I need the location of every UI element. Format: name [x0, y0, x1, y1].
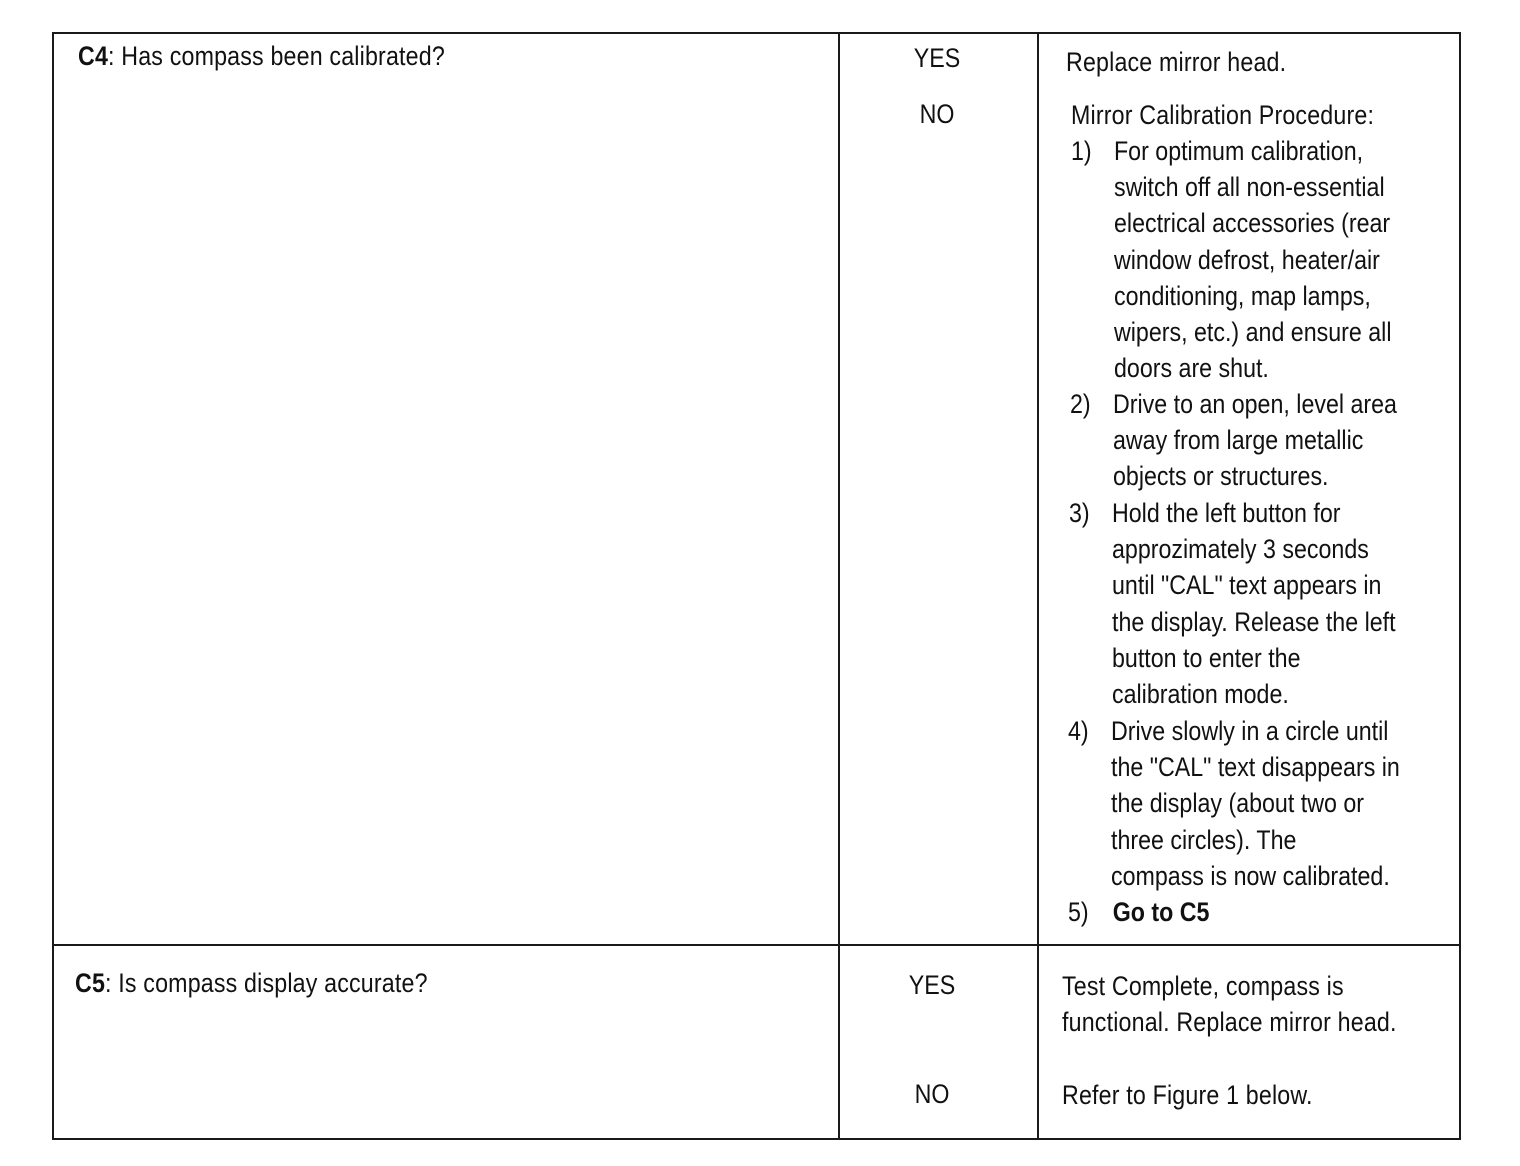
result-yes-c4: Replace mirror head.	[1066, 47, 1287, 77]
column-divider-answer	[1037, 32, 1039, 1140]
procedure-step	[1070, 386, 1448, 496]
question-text: : Has compass been calibrated?	[108, 41, 445, 71]
step-number: 4)	[1068, 716, 1089, 746]
question-c5	[75, 965, 428, 1001]
procedure-step	[1069, 495, 1447, 715]
column-divider-question	[838, 32, 840, 1140]
step-number: 3)	[1069, 498, 1090, 528]
question-c4	[78, 38, 445, 74]
procedure-step	[1068, 713, 1446, 898]
row-divider	[52, 944, 1461, 946]
answer-no-c5: NO	[914, 1079, 950, 1109]
question-id: C4	[78, 41, 109, 71]
step-number: 2)	[1070, 389, 1091, 419]
question-id: C5	[75, 968, 106, 998]
answer-yes-c4: YES	[913, 43, 961, 73]
result-yes-c5: Test Complete, compass is functional. Replace mirror head.	[1062, 971, 1397, 1037]
answer-yes-c5: YES	[908, 970, 956, 1000]
question-text: : Is compass display accurate?	[105, 968, 428, 998]
procedure-title: Mirror Calibration Procedure:	[1071, 100, 1375, 130]
step-text: Drive slowly in a circle until the "CAL" text disappears in the display (about two or three circles). The compass is now calibrated.	[1111, 716, 1400, 891]
step-text: Hold the left button for approzimately 3 seconds until "CAL" text appears in the display. Release the left button to enter the calibration mode.	[1112, 498, 1396, 710]
step-text: For optimum calibration, switch off all non-essential electrical accessories (rear window defrost, heater/air conditioning, map lamps, wipers, etc.) and ensure all doors are shut.	[1114, 136, 1392, 384]
procedure-step	[1068, 894, 1446, 934]
procedure-step	[1071, 133, 1449, 393]
answer-no-c4: NO	[919, 99, 955, 129]
step-text: Go to C5	[1112, 897, 1210, 927]
step-number: 1)	[1071, 136, 1092, 166]
step-number: 5)	[1068, 897, 1089, 927]
step-text: Drive to an open, level area away from large metallic objects or structures.	[1113, 389, 1397, 492]
result-no-c5: Refer to Figure 1 below.	[1062, 1080, 1313, 1110]
